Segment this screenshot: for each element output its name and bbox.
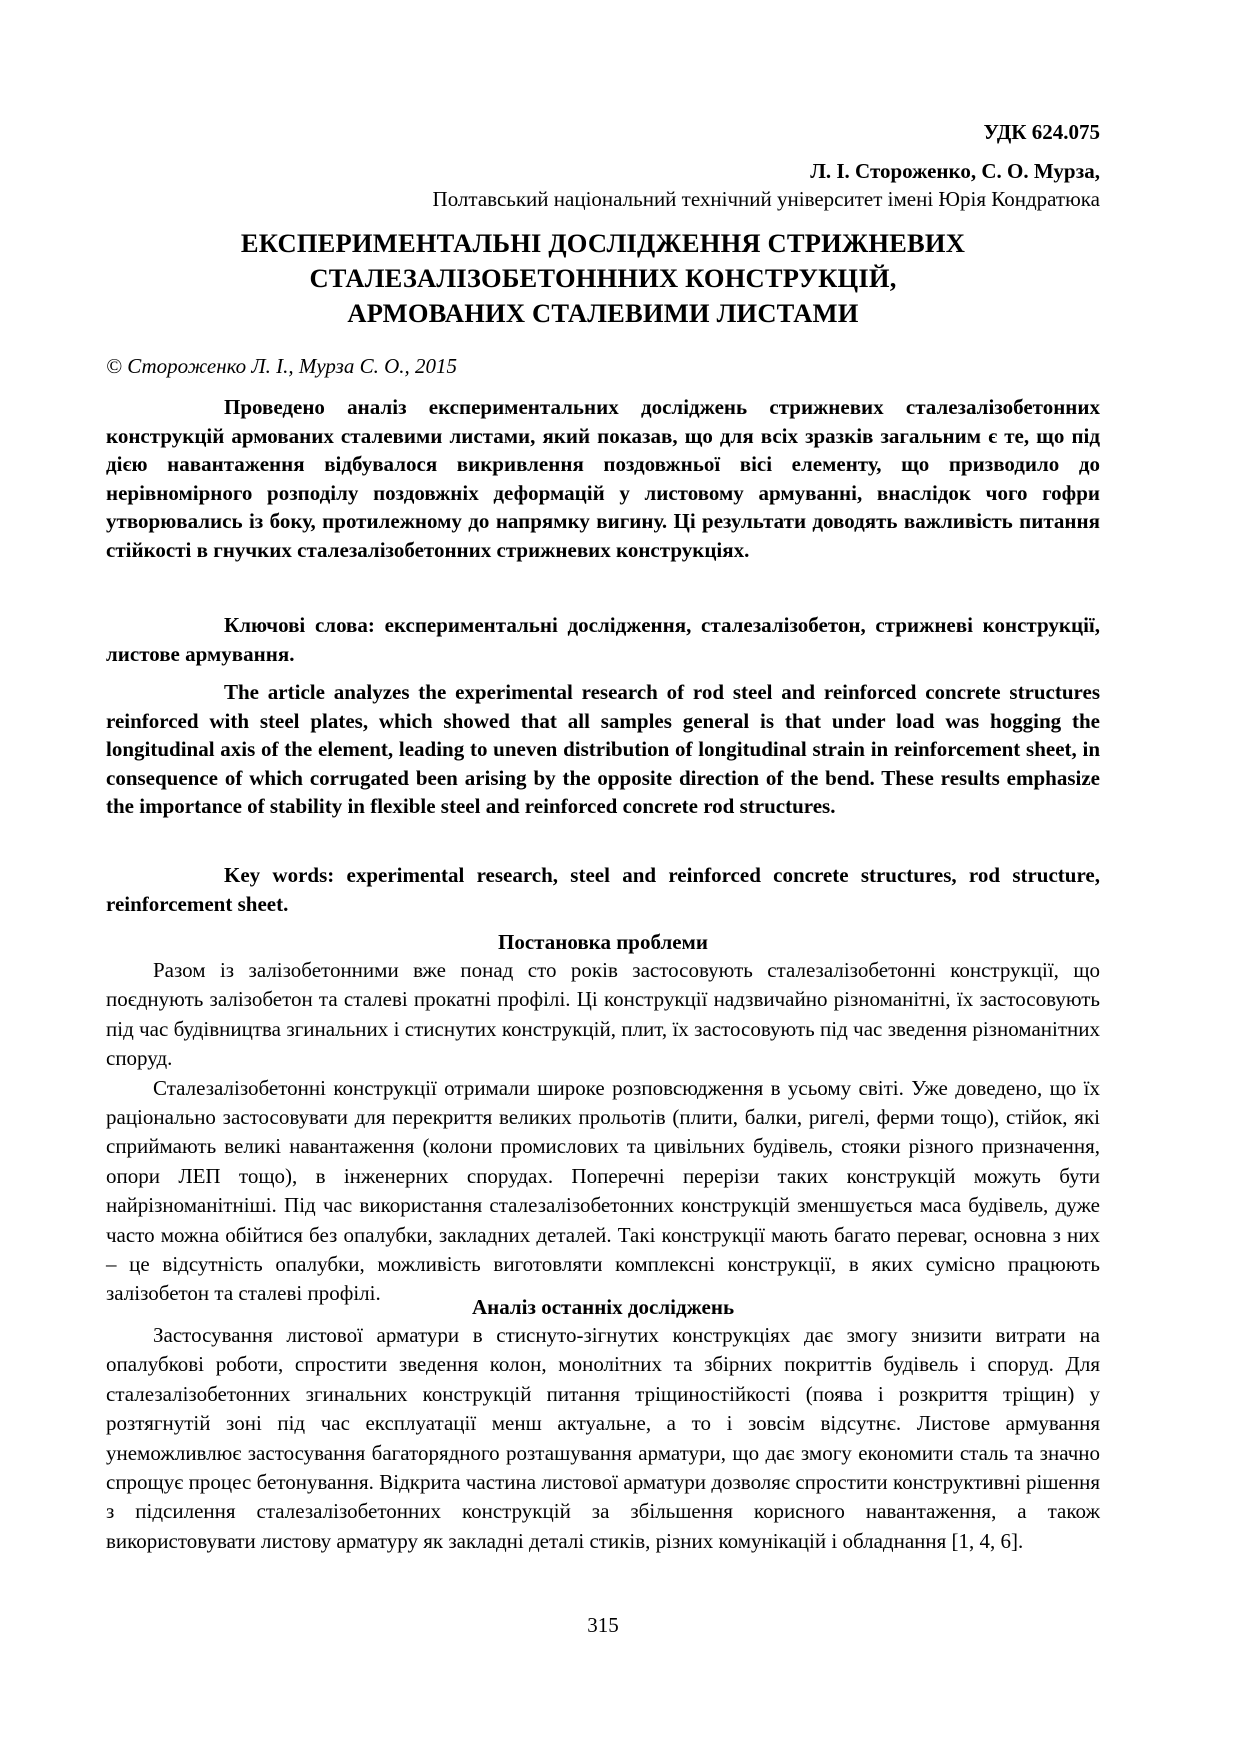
abstract-english: The article analyzes the experimental research of rod steel and reinforced concrete structures reinforced with steel plates, which showed that all samples general is that under load was hogging the longitudinal axis of the element, leading to uneven distribution of longitudinal strain in reinforcement sheet, in consequence of which corrugated been arising by the opposite direction of the bend. These results emphasize the importance of stability in flexible steel and reinforced concrete rod structures. [106,680,1100,819]
keywords-english: Key words: experimental research, steel and reinforced concrete structures, rod structure, reinforcement sheet. [106,863,1100,916]
authors: Л. І. Стороженко, С. О. Мурза, [810,159,1100,183]
udc-code: УДК 624.075 [983,120,1100,144]
title-line: ЕКСПЕРИМЕНТАЛЬНІ ДОСЛІДЖЕННЯ СТРИЖНЕВИХ [240,228,966,258]
page-number: 315 [587,1613,619,1637]
section-heading: Постановка проблеми [498,930,708,954]
copyright-line: © Стороженко Л. І., Мурза С. О., 2015 [106,354,458,378]
body-paragraph: Застосування листової арматури в стиснуто-зігнутих конструкціях дає змогу знизити витрати на опалубкові роботи, спростити зведення колон, монолітних та збірних покриттів будівель і споруд. Для сталезалізобетонних згинальних конструкцій питання тріщиностійкості (поява і розкриття тріщин) у розтягнутій зоні під час експлуатації менш актуальне, а то і зовсім відсутнє. Листове армування унеможливлює застосування багаторядного розташування арматури, що дає змогу економити сталь та значно спрощує процес бетонування. Відкрита частина листової арматури дозволяє спростити конструктивні рішення з підсилення сталезалізобетонних конструкцій за збільшення корисного навантаження, а також використовувати листову арматуру як закладні деталі стиків, різних комунікацій і обладнання [1, 4, 6]. [106,1323,1100,1553]
section-heading: Аналіз останніх досліджень [471,1295,735,1319]
title-line: СТАЛЕЗАЛІЗОБЕТОНННИХ КОНСТРУКЦІЙ, [309,263,897,293]
paper-title [106,226,1100,331]
keywords-ukrainian: Ключові слова: експериментальні дослідження, сталезалізобетон, стрижневі конструкції, листове армування. [106,613,1100,666]
body-paragraph: Сталезалізобетонні конструкції отримали широке розповсюдження в усьому світі. Уже доведено, що їх раціонально застосовувати для перекриття великих прольотів (плити, балки, ригелі, ферми тощо), стійок, які сприймають великі навантаження (колони промислових та цивільних будівель, стояки різного призначення, опори ЛЕП тощо), в інженерних спорудах. Поперечні перерізи таких конструкцій можуть бути найрізноманітніші. Під час використання сталезалізобетонних конструкцій зменшується маса будівель, дуже часто можна обійтися без опалубки, закладних деталей. Такі конструкції мають багато переваг, основна з них – це відсутність опалубки, можливість виготовляти комплексні конструкції, в яких сумісно працюють залізобетон та сталеві профілі. [106,1075,1100,1306]
abstract-ukrainian: Проведено аналіз експериментальних досліджень стрижневих сталезалізобетонних конструкцій армованих сталевими листами, який показав, що для всіх зразків загальним є те, що під дією навантаження відбувалося викривлення поздовжньої вісі елементу, що призводило до нерівномірного розподілу поздовжніх деформацій у листовому армуванні, внаслідок чого гофри утворювались із боку, протилежному до напрямку вигину. Ці результати доводять важливість питання стійкості в гнучких сталезалізобетонних стрижневих конструкціях. [106,395,1100,562]
section-body [106,956,1100,1309]
section-body [106,1321,1100,1556]
title-line: АРМОВАНИХ СТАЛЕВИМИ ЛИСТАМИ [347,298,859,328]
body-paragraph: Разом із залізобетонними вже понад сто років застосовують сталезалізобетонні конструкції, що поєднують залізобетон та сталеві прокатні профілі. Ці конструкції надзвичайно різноманітні, їх застосовують під час будівництва згинальних і стиснутих конструкцій, плит, їх застосовують під час зведення різноманітних споруд. [106,958,1100,1071]
paper-page [106,0,1100,1754]
affiliation: Полтавський національний технічний університет імені Юрія Кондратюка [432,187,1100,211]
